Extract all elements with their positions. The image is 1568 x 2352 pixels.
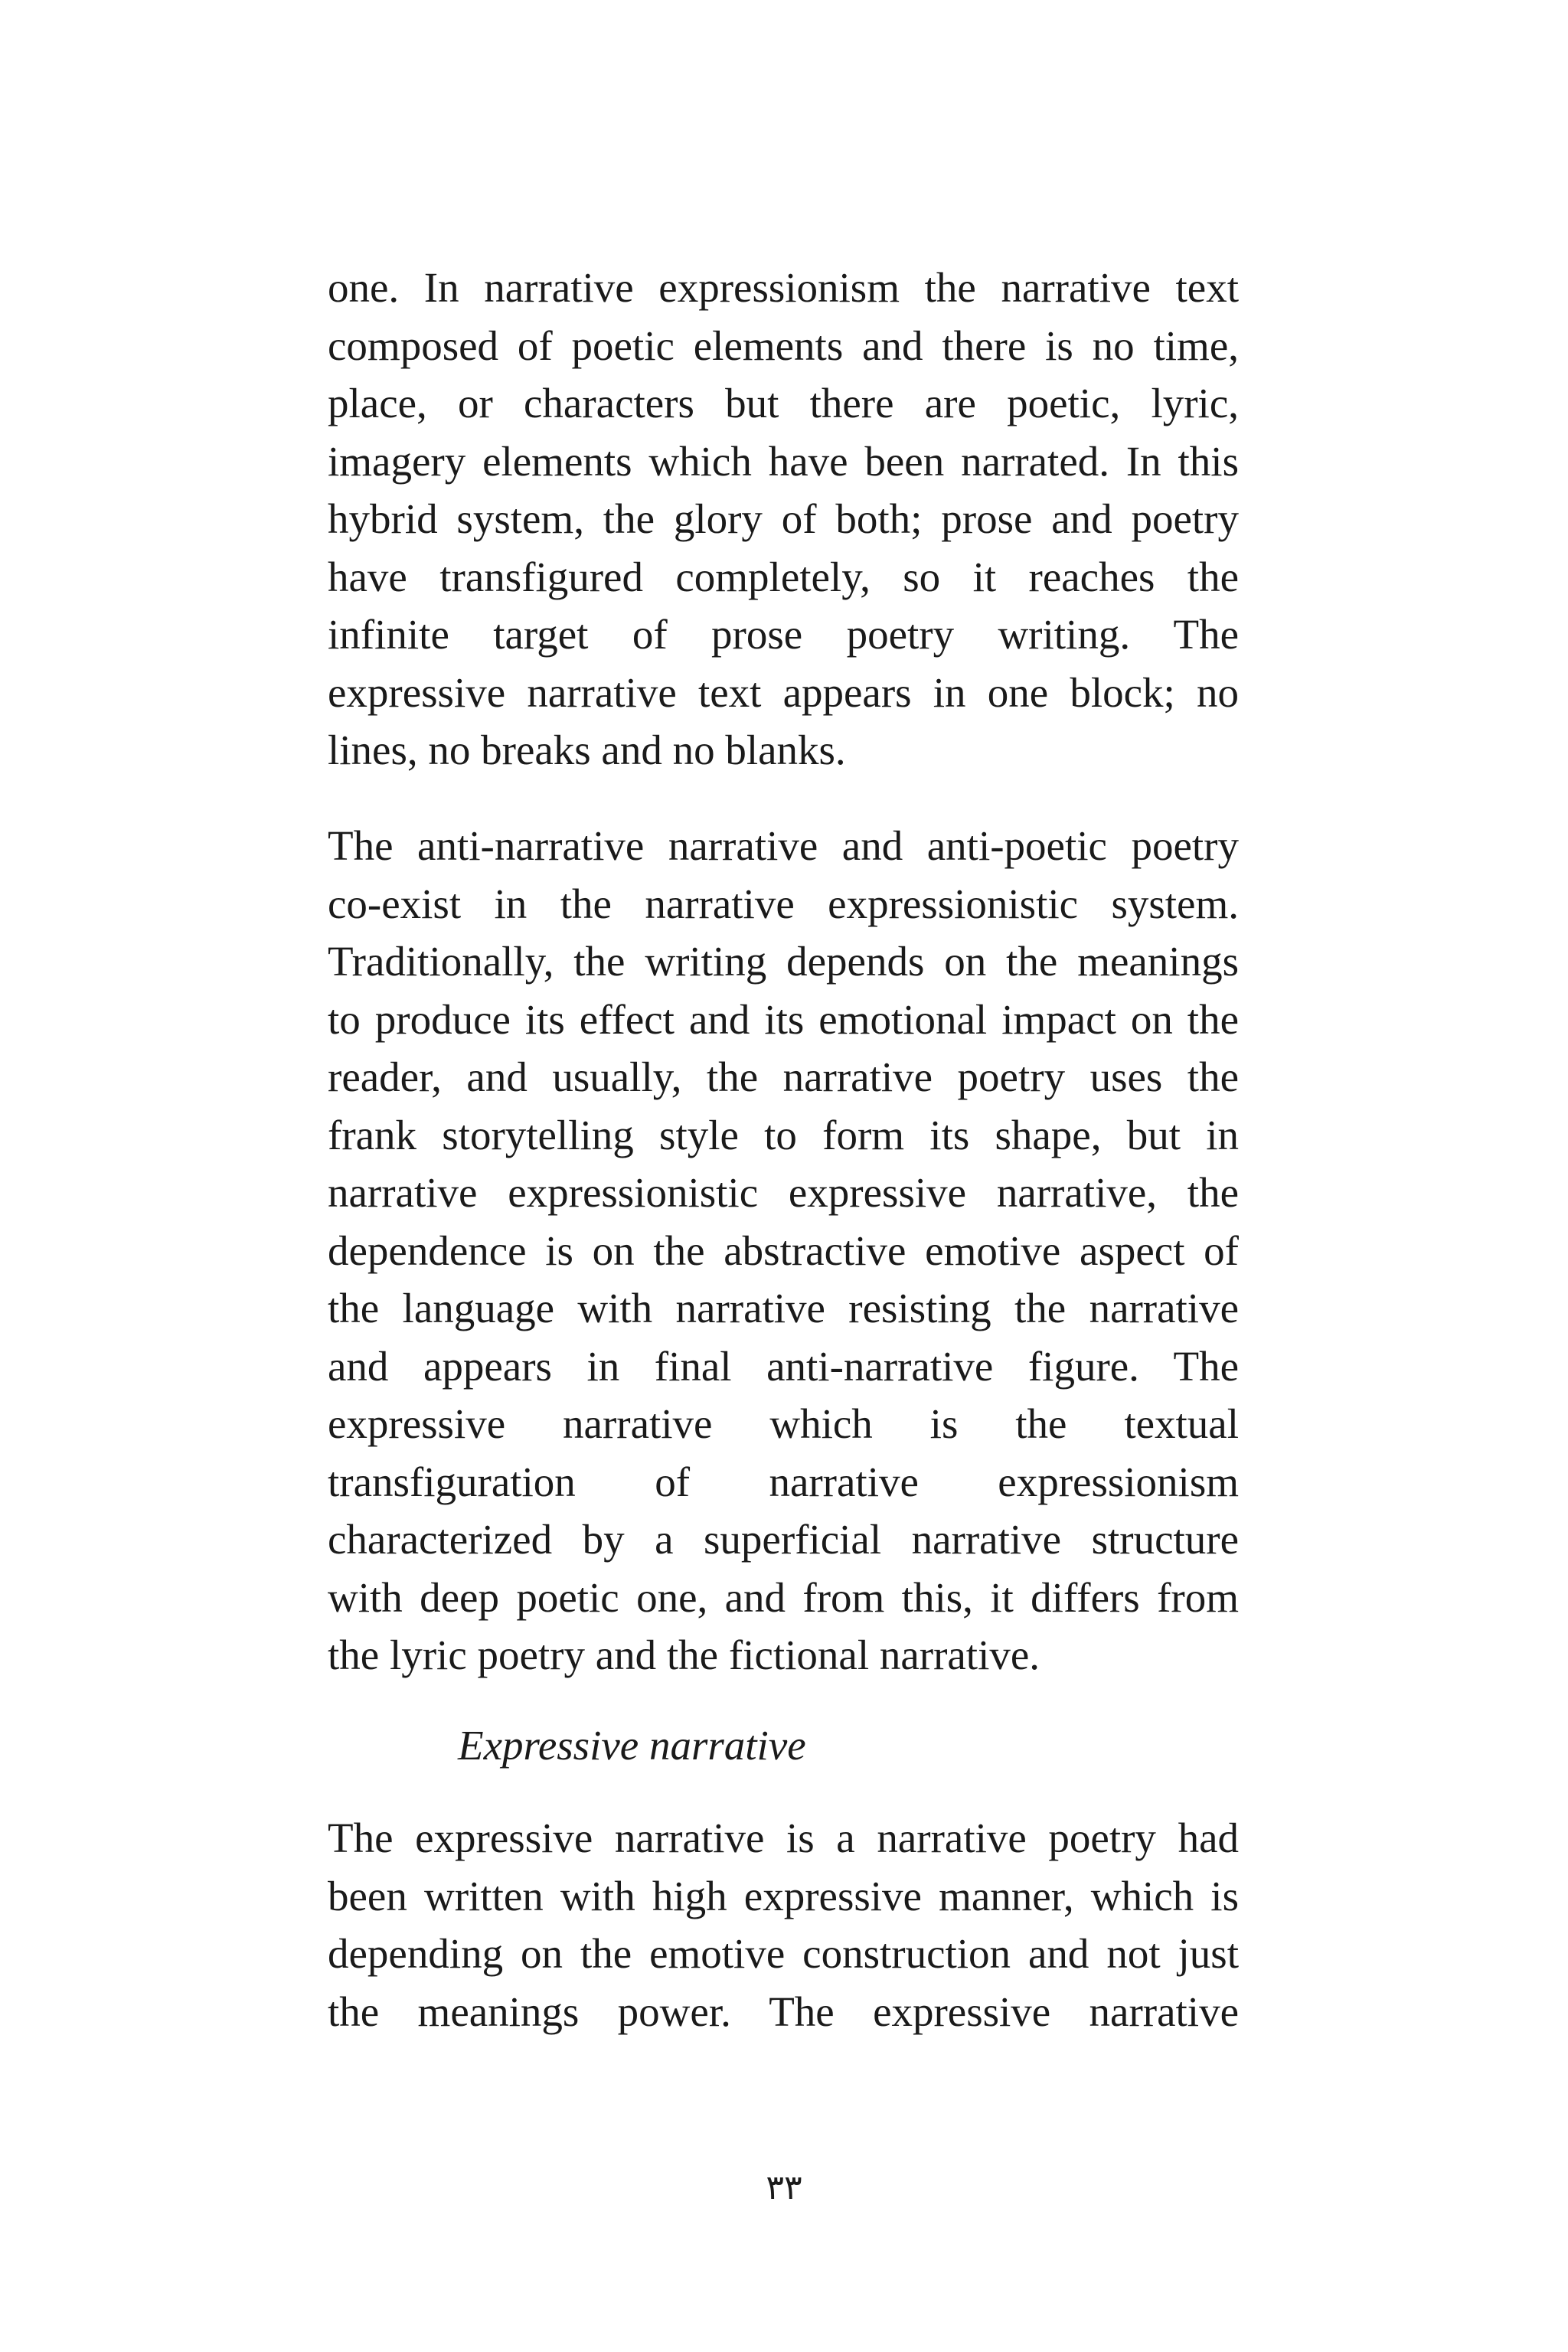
page-number: ٣٣ [766, 2168, 802, 2207]
text-line: infinite target of prose poetry writing. The [328, 611, 1239, 658]
text-line: to produce its effect and its emotional impact on the [328, 995, 1239, 1043]
text-line: been written with high expressive manner, which is [328, 1872, 1239, 1919]
text-line: dependence is on the abstractive emotive aspect of [328, 1227, 1239, 1274]
text-line: hybrid system, the glory of both; prose and poetry [328, 495, 1239, 542]
paragraph-3 [328, 1809, 1239, 2040]
text-line: one. In narrative expressionism the narrative text [328, 264, 1239, 311]
text-line: reader, and usually, the narrative poetry uses the [328, 1054, 1239, 1100]
text-line: with deep poetic one, and from this, it differs from [328, 1573, 1239, 1621]
text-line: Traditionally, the writing depends on the meanings [328, 938, 1239, 985]
text-line: the language with narrative resisting the narrative [328, 1285, 1239, 1331]
text-line: expressive narrative which is the textual [328, 1400, 1239, 1447]
text-line: the meanings power. The expressive narrative [328, 1988, 1239, 2035]
text-line: frank storytelling style to form its shape, but in [328, 1111, 1239, 1158]
text-line: place, or characters but there are poetic, lyric, [328, 380, 1239, 426]
section-heading: Expressive narrative [458, 1722, 806, 1769]
text-line: the lyric poetry and the fictional narrative. [328, 1632, 1040, 1678]
text-line: depending on the emotive construction and not just [328, 1930, 1239, 1977]
text-line: co-exist in the narrative expressionistic system. [328, 880, 1239, 927]
text-line: narrative expressionistic expressive narrative, the [328, 1169, 1239, 1216]
text-line: transfiguration of narrative expressionism [328, 1458, 1239, 1505]
text-line: lines, no breaks and no blanks. [328, 727, 846, 773]
text-line: imagery elements which have been narrated. In this [328, 437, 1239, 485]
text-line: have transfigured completely, so it reaches the [328, 553, 1239, 600]
text-line: The expressive narrative is a narrative poetry had [328, 1815, 1239, 1861]
text-line: expressive narrative text appears in one block; no [328, 668, 1239, 716]
text-line: The anti-narrative narrative and anti-poetic poetry [328, 822, 1239, 869]
paragraph-1 [328, 259, 1239, 779]
text-line: composed of poetic elements and there is no time, [328, 322, 1239, 369]
text-line: and appears in final anti-narrative figure. The [328, 1342, 1239, 1390]
text-line: characterized by a superficial narrative structure [328, 1516, 1239, 1563]
paragraph-2 [328, 817, 1239, 1684]
